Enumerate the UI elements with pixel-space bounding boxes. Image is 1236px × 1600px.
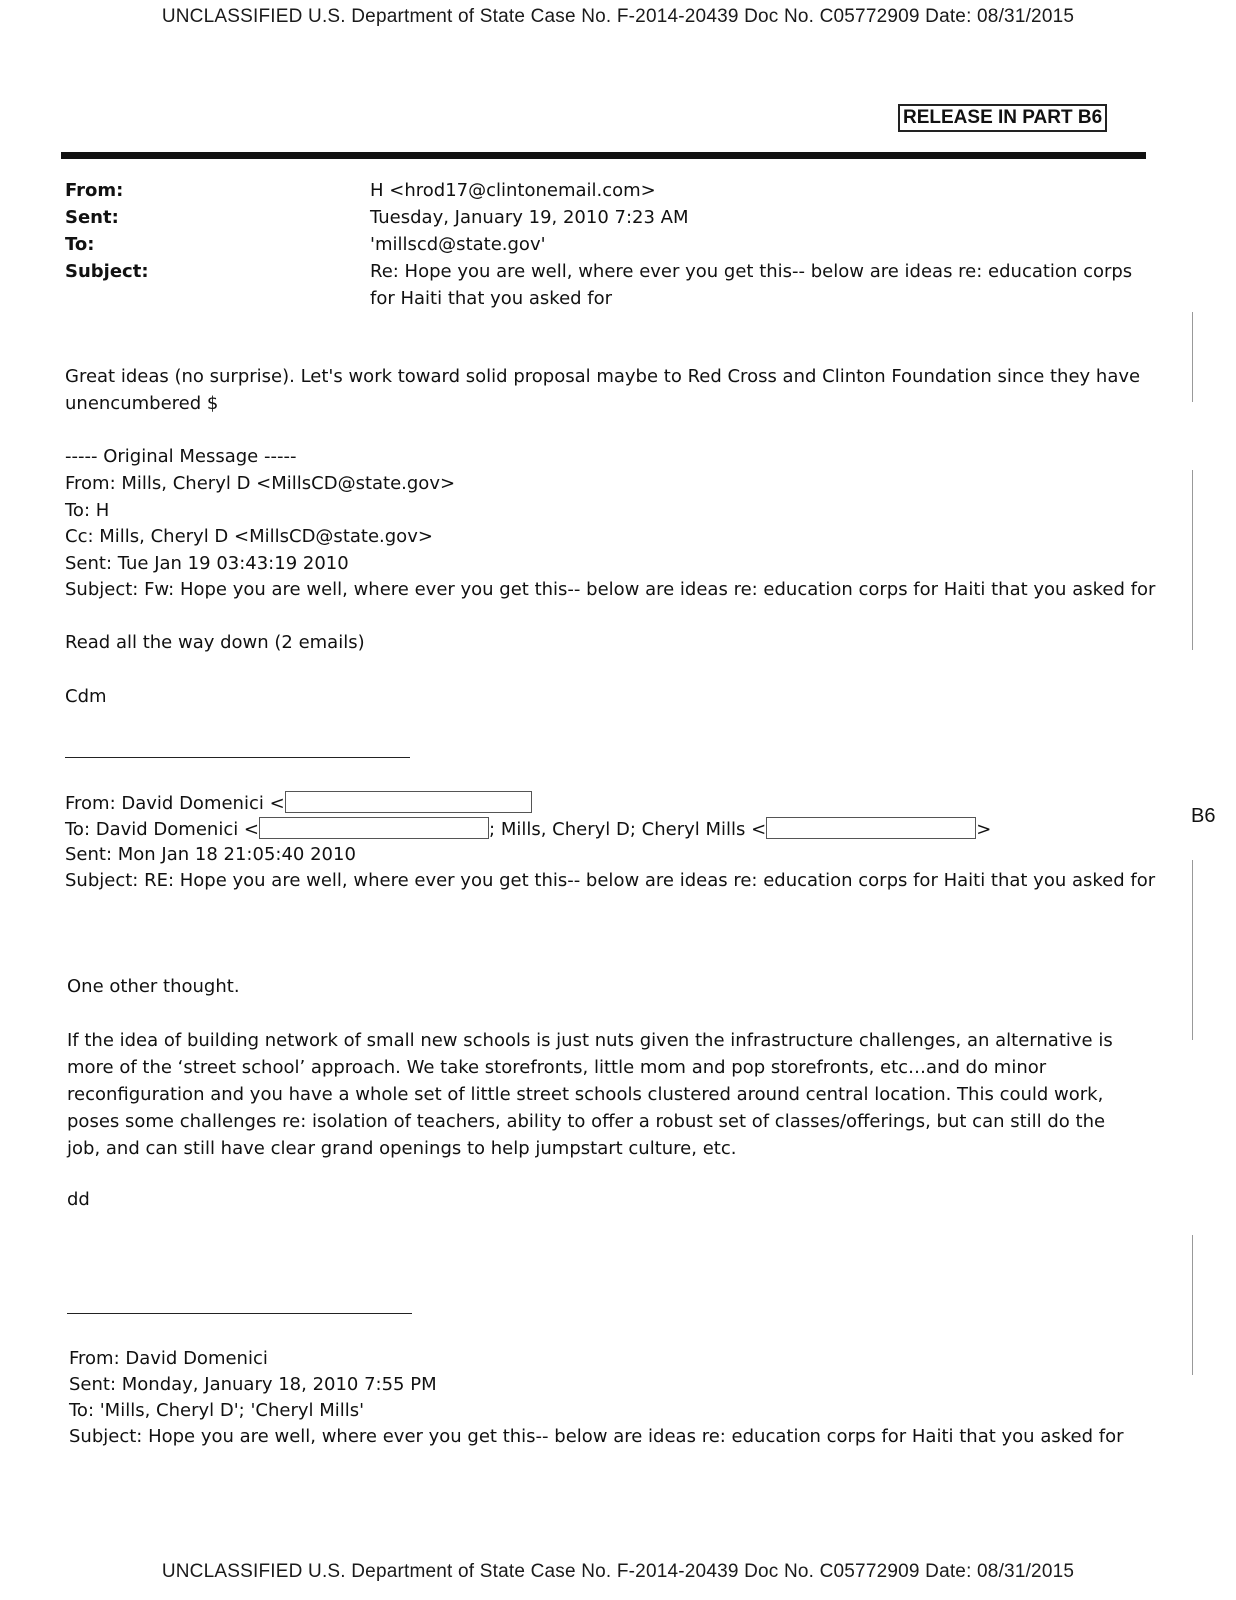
email3-to: To: 'Mills, Cheryl D'; 'Cheryl Mills' bbox=[69, 1400, 365, 1421]
classification-footer: UNCLASSIFIED U.S. Department of State Case No. F-2014-20439 Doc No. C05772909 Date: 08/31/2015 bbox=[161, 1561, 1075, 1582]
original-signature: Cdm bbox=[65, 686, 107, 707]
classification-header: UNCLASSIFIED U.S. Department of State Case No. F-2014-20439 Doc No. C05772909 Date: 08/31/2015 bbox=[161, 6, 1075, 27]
redaction-box bbox=[259, 817, 489, 839]
from-label: From: bbox=[65, 180, 124, 201]
release-label: RELEASE IN PART B6 bbox=[898, 104, 1107, 132]
email2-subject: Subject: RE: Hope you are well, where ever you get this-- below are ideas re: education corps for Haiti that you asked for bbox=[65, 870, 1156, 891]
header-divider bbox=[61, 152, 1146, 159]
original-sent: Sent: Tue Jan 19 03:43:19 2010 bbox=[65, 553, 349, 574]
email2-from bbox=[65, 791, 532, 814]
email2-to-middle: ; Mills, Cheryl D; Cheryl Mills < bbox=[489, 819, 767, 840]
original-from: From: Mills, Cheryl D <MillsCD@state.gov> bbox=[65, 473, 456, 494]
email2-body-paragraph: If the idea of building network of small new schools is just nuts given the infrastructure challenges, an alternative is more of the ‘street school’ approach. We take storefronts, little mom and pop storefronts, etc…and do minor reconfiguration and you have a whole set of little street schools clustered around central location. This could work, poses some challenges re: isolation of teachers, ability to offer a robust set of classes/offerings, but can still do the job, and can still have clear grand openings to help jumpstart culture, etc. bbox=[67, 1030, 1113, 1159]
subject-label: Subject: bbox=[65, 261, 149, 282]
from-value: H <hrod17@clintonemail.com> bbox=[370, 180, 656, 201]
scan-edge-mark bbox=[1192, 1235, 1193, 1375]
scan-edge-mark bbox=[1192, 470, 1193, 650]
to-label: To: bbox=[65, 234, 95, 255]
email2-sent: Sent: Mon Jan 18 21:05:40 2010 bbox=[65, 844, 356, 865]
subject-value: Re: Hope you are well, where ever you get this-- below are ideas re: education corps for Haiti that you asked for bbox=[370, 261, 1133, 309]
email2-to-text: To: David Domenici < bbox=[65, 819, 260, 840]
email2-to-suffix: > bbox=[976, 819, 992, 840]
to-value: 'millscd@state.gov' bbox=[370, 234, 546, 255]
email3-subject: Subject: Hope you are well, where ever you get this-- below are ideas re: education corps for Haiti that you asked for bbox=[69, 1426, 1124, 1447]
redaction-box bbox=[766, 817, 976, 839]
scan-edge-mark bbox=[1192, 312, 1193, 402]
reply-body: Great ideas (no surprise). Let's work toward solid proposal maybe to Red Cross and Clinton Foundation since they have unencumbered $ bbox=[65, 366, 1141, 414]
email2-signature: dd bbox=[67, 1189, 90, 1210]
separator-line bbox=[67, 1313, 412, 1314]
scan-edge-mark bbox=[1192, 860, 1193, 1040]
email3-sent: Sent: Monday, January 18, 2010 7:55 PM bbox=[69, 1374, 437, 1395]
redaction-box bbox=[285, 791, 532, 813]
sent-label: Sent: bbox=[65, 207, 119, 228]
original-to: To: H bbox=[65, 500, 110, 521]
email3-from: From: David Domenici bbox=[69, 1348, 268, 1369]
email2-body-opening: One other thought. bbox=[67, 976, 240, 997]
original-body: Read all the way down (2 emails) bbox=[65, 632, 365, 653]
original-subject: Subject: Fw: Hope you are well, where ever you get this-- below are ideas re: education corps for Haiti that you asked for bbox=[65, 579, 1156, 600]
redaction-code: B6 bbox=[1191, 805, 1216, 827]
email2-to bbox=[65, 817, 991, 840]
email2-from-text: From: David Domenici < bbox=[65, 793, 285, 814]
separator-line bbox=[65, 757, 410, 758]
original-message-marker: ----- Original Message ----- bbox=[65, 446, 297, 467]
original-cc: Cc: Mills, Cheryl D <MillsCD@state.gov> bbox=[65, 526, 433, 547]
sent-value: Tuesday, January 19, 2010 7:23 AM bbox=[370, 207, 689, 228]
